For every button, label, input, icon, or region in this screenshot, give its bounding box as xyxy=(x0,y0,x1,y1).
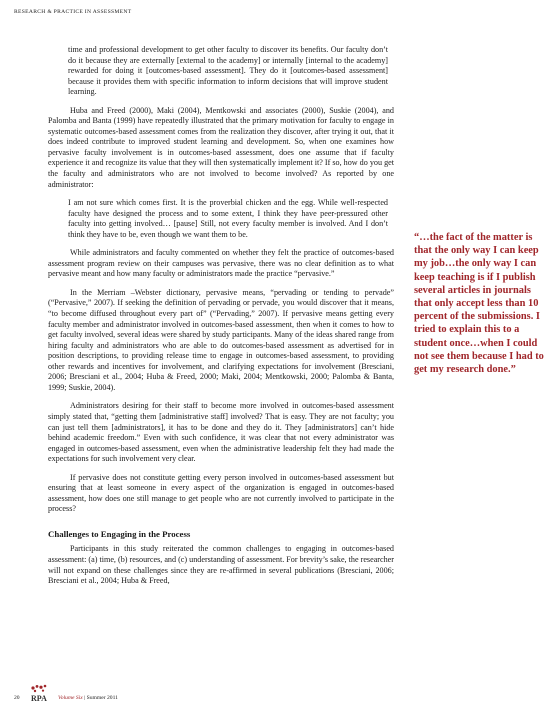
rpa-logo-icon xyxy=(29,684,51,704)
article-body xyxy=(48,45,394,587)
running-head: RESEARCH & PRACTICE IN ASSESSMENT xyxy=(14,9,132,15)
page-footer xyxy=(14,682,214,704)
svg-text:RPA: RPA xyxy=(31,694,47,703)
issue-label: Summer 2011 xyxy=(86,695,118,701)
pull-quote: “…the fact of the matter is that the only way I can keep my job…the only way I can keep teaching is if I publish several articles in journals that only accept less than 10 percent of the submissions. I tried to explain this to a student once…when I could not see them because I had to get my research done.” xyxy=(414,232,544,376)
volume-label: Volume Six xyxy=(58,695,83,701)
body-paragraph-participation: If pervasive does not constitute getting every person involved in outcomes-based assessment but ensuring that at least someone in every aspect of the organization is engaged in outcomes-based assessment, how does one still manage to get people who are not currently involved to participate in the process? xyxy=(48,472,394,514)
issue-info xyxy=(58,695,118,701)
section-heading: Challenges to Engaging in the Process xyxy=(48,528,191,539)
body-paragraph-administrators: Administrators desiring for their staff to become more involved in outcomes-based assessment simply stated that, “getting them [administrative staff] involved? That is easy. They are not faculty; you can just tell them [administrators], it has to be done and they do it. They [administrators] can’t hide behind academic freedom.” Even with such confidence, it was clear that not every administrator was engaged in outcomes-based assessment, even when the administrative leadership felt they had made the expectations for such involvement very clear. xyxy=(48,401,394,464)
blockquote-chicken-egg: I am not sure which comes first. It is the proverbial chicken and the egg. While well-respected faculty have designed the process and to some extent, I think they have peer-pressured other faculty into getting involved… [pause] Still, not every faculty member is involved. And I don’t think they have to be, even though we want them to be. xyxy=(68,198,388,239)
page-number: 20 xyxy=(14,695,20,701)
body-paragraph-merriam-webster: In the Merriam –Webster dictionary, pervasive means, “pervading or tending to pervade” (“Pervasive,” 2007). If seeking the definition of pervading or pervade, you would discover that it means, “to become diffused throughout every part of” (“Pervading,” 2007). If pervasive means getting every faculty member and administrator involved in outcomes-based assessment, then when it comes to how to get faculty involved, several ideas were shared by study participants. Many of the ideas shared range from hiring faculty and administrators who are able to do outcomes-based assessment as advertised for in position descriptions, to providing release time to engage in outcomes-based assessment, to providing other rewards and incentives for involvement, and clarifying expectations for involvement (Bresciani, 2006; Bresciani et al., 2004; Huba & Freed, 2000; Maki, 2004; Mentkowski, 2000; Palomba & Banta, 1999; Suskie, 2004). xyxy=(48,287,394,392)
body-paragraph-pervasive-definition: While administrators and faculty commented on whether they felt the practice of outcomes-based assessment program review on their campuses was pervasive, there was no clear definition as to what pervasive meant and how many faculty or administrators made the practice “pervasive.” xyxy=(48,248,394,279)
blockquote-faculty-rewards: time and professional development to get other faculty to discover its benefits. Our faculty don’t do it because they are externally [external to the academy] or internally [internal to the academy] rewarded for doing it [outcomes-based assessment]. They do it [outcomes-based assessment] because it provides them with specific information to inform decisions that will improve student learning. xyxy=(68,45,388,97)
body-paragraph-motivation: Huba and Freed (2000), Maki (2004), Mentkowski and associates (2000), Suskie (2004), and Palomba and Banta (1999) have repeatedly illustrated that the primary motivation for faculty to engage in systematic outcomes-based assessment comes from the realization they discover, after trying it out, that it does indeed contribute to improved student learning and development. So, when one examines how pervasive faculty involvement is in outcomes-based assessment, does one assume that if faculty experience it and recognize its value that they will then systematically implement it? If so, how do you get the faculty and administrators who are not involved to become involved? As reported by one administrator: xyxy=(48,105,394,189)
issue-separator: | xyxy=(82,695,87,701)
body-paragraph-challenges: Participants in this study reiterated the common challenges to engaging in outcomes-based assessment: (a) time, (b) resources, and (c) understanding of assessment. For brevity’s sake, the researcher will not expand on these challenges since they are re-affirmed in several publications (Bresciani, 2006; Bresciani et al., 2004; Huba & Freed, xyxy=(48,544,394,586)
